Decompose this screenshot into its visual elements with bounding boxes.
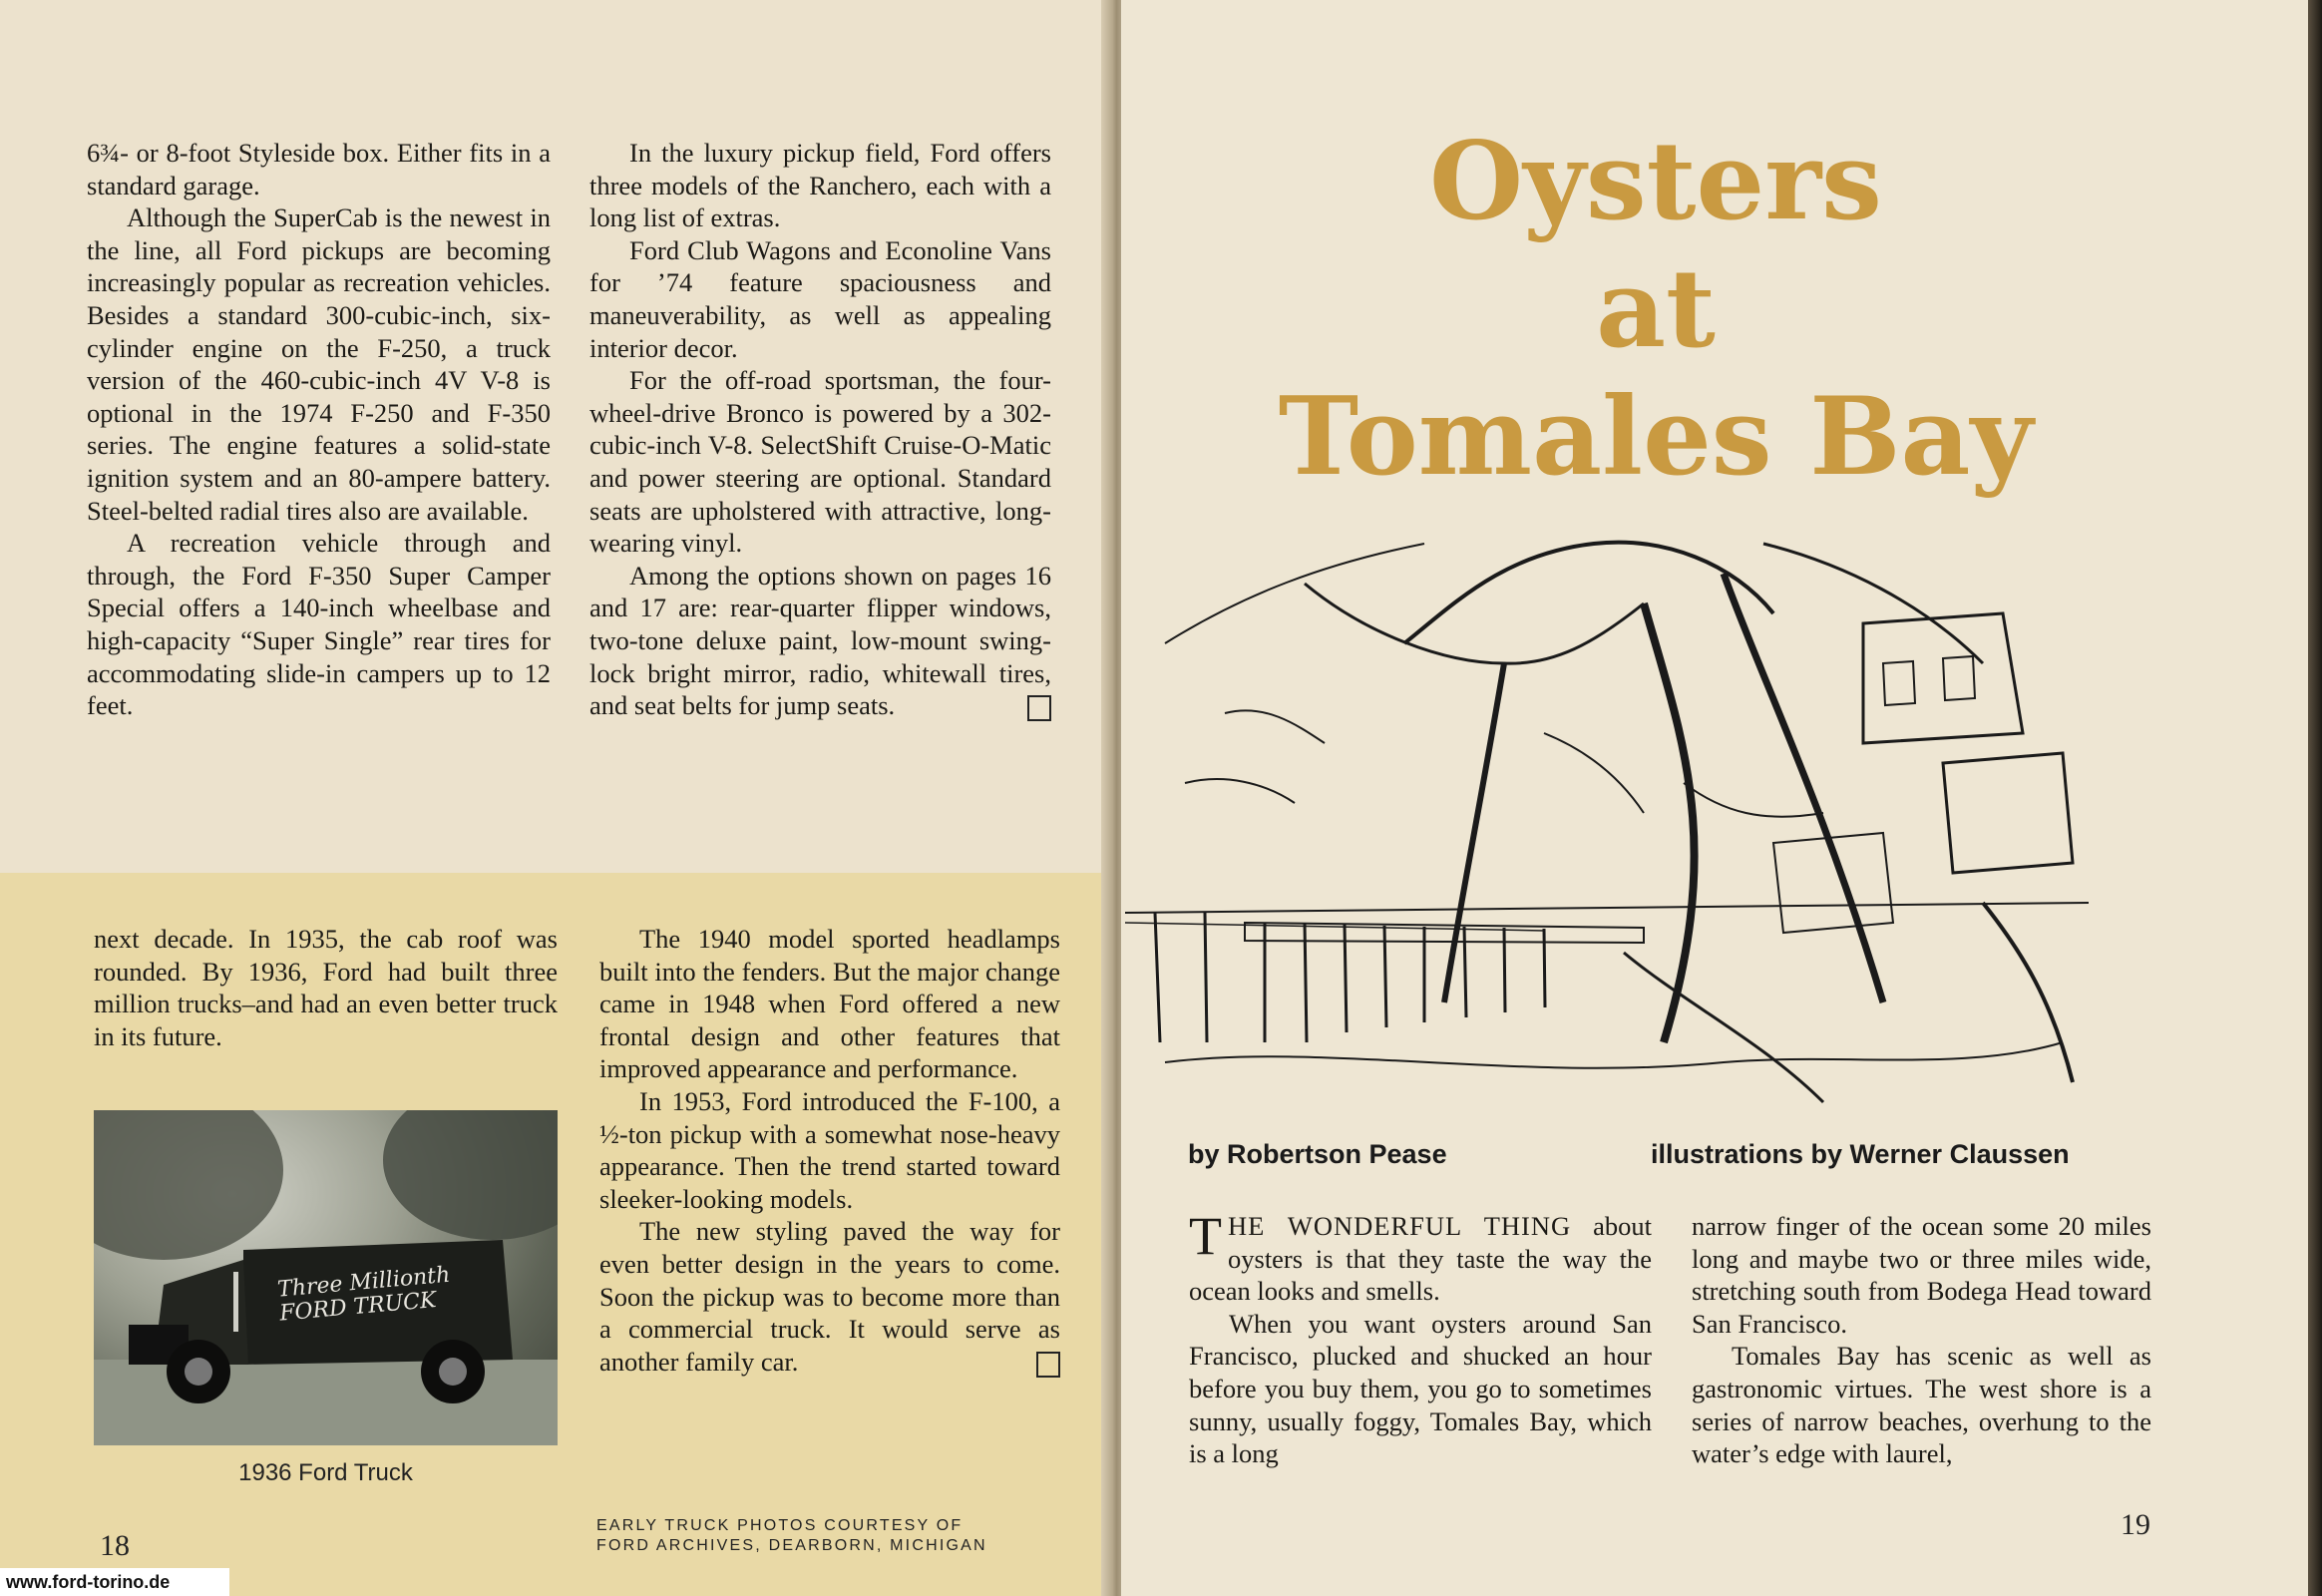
truck-photo <box>94 1110 558 1445</box>
page-number-right: 19 <box>2121 1508 2150 1541</box>
right-column-2 <box>1692 1210 2151 1470</box>
article-title <box>1157 118 2154 501</box>
paragraph-text: The new styling paved the way for even better design in the years to come. Soon the pickup was to become more than a commercial truck. It would serve as another family car. <box>599 1216 1060 1377</box>
drop-cap: T <box>1189 1206 1222 1266</box>
paragraph: When you want oysters around San Francisco, plucked and shucked an hour before you buy them, you go to sometimes sunny, usually foggy, Tomales Bay, which is a long <box>1189 1308 1652 1469</box>
left-column-1 <box>87 137 551 722</box>
watermark-url: www.ford-torino.de <box>0 1568 229 1596</box>
photo-credit <box>596 1516 987 1556</box>
left-page <box>0 0 1109 1596</box>
paragraph: In the luxury pickup field, Ford offers three models of the Ranchero, each with a long list of extras. <box>589 138 1051 233</box>
left-column-2 <box>589 137 1051 722</box>
lead-smallcaps: HE WONDERFUL THING <box>1228 1211 1572 1241</box>
paragraph: 6¾- or 8-foot Styleside box. Either fits in a standard garage. <box>87 138 551 200</box>
page-edge <box>2308 0 2322 1596</box>
byline-illustrator: illustrations by Werner Claussen <box>1651 1139 2070 1169</box>
paragraph-with-endmark <box>589 560 1051 722</box>
title-line: Tomales Bay <box>1278 374 2034 500</box>
truck-lettering: Three Millionth FORD TRUCK <box>276 1262 452 1327</box>
paragraph: The 1940 model sported headlamps built into the fenders. But the major change came in 1948 when Ford offered a new frontal design and other features that improved appearance and performance. <box>599 924 1060 1084</box>
paragraph: A recreation vehicle through and through, the Ford F-350 Super Camper Special offers a 140-inch wheelbase and high-capacity “Super Single” rear tires for accommodating slide-in campers up to 12 feet. <box>87 528 551 721</box>
page-number-left: 18 <box>100 1529 130 1562</box>
band-column-1 <box>94 923 558 1052</box>
end-mark-icon <box>1036 1352 1060 1378</box>
paragraph: For the off-road sportsman, the four-wheel-drive Bronco is powered by a 302-cubic-inch V-8. SelectShift Cruise-O-Matic and power steering are optional. Standard seats are upholstered with attractive, long-wearing vinyl. <box>589 365 1051 559</box>
paragraph-with-endmark <box>599 1215 1060 1378</box>
title-line: Oysters <box>1429 119 1882 244</box>
right-column-1 <box>1189 1206 1652 1470</box>
paragraph: narrow finger of the ocean some 20 miles long and maybe two or three miles wide, stretching south from Bodega Head toward San Francisco. <box>1692 1211 2151 1339</box>
bay-illustration <box>1125 484 2089 1112</box>
ink-sketch-image <box>1125 484 2089 1112</box>
lead-rest: about oysters is that they taste the way the ocean looks and smells. <box>1189 1211 1652 1307</box>
band-column-2 <box>599 923 1060 1378</box>
paragraph: Tomales Bay has scenic as well as gastronomic virtues. The west shore is a series of narrow beaches, overhung to the water’s edge with laurel, <box>1692 1341 2151 1469</box>
paragraph: In 1953, Ford introduced the F-100, a ½-ton pickup with a somewhat nose-heavy appearance. Then the trend started toward sleeker-looking models. <box>599 1085 1060 1214</box>
photo-caption: 1936 Ford Truck <box>238 1459 413 1486</box>
credit-line: EARLY TRUCK PHOTOS COURTESY OF <box>596 1517 964 1534</box>
end-mark-icon <box>1027 695 1051 721</box>
paragraph: Ford Club Wagons and Econoline Vans for ’74 feature spaciousness and maneuverability, as well as appealing interior decor. <box>589 234 1051 363</box>
byline-author: by Robertson Pease <box>1188 1139 1447 1169</box>
paragraph-text: Among the options shown on pages 16 and 17 are: rear-quarter flipper windows, two-tone deluxe paint, low-mount swing-lock bright mirror, radio, whitewall tires, and seat belts for jump seats. <box>589 560 1051 721</box>
lead-paragraph <box>1189 1206 1652 1308</box>
paragraph: Although the SuperCab is the newest in the line, all Ford pickups are becoming increasingly popular as recreation vehicles. Besides a standard 300-cubic-inch, six-cylinder engine on the F-250, a truck version of the 460-cubic-inch 4V V-8 is optional in the 1974 F-250 and F-350 series. The engine features a solid-state ignition system and an 80-ampere battery. Steel-belted radial tires also are available. <box>87 202 551 526</box>
paragraph: next decade. In 1935, the cab roof was rounded. By 1936, Ford had built three million trucks–and had an even better truck in its future. <box>94 924 558 1051</box>
credit-line: FORD ARCHIVES, DEARBORN, MICHIGAN <box>596 1537 987 1554</box>
title-line: at <box>1596 246 1716 372</box>
